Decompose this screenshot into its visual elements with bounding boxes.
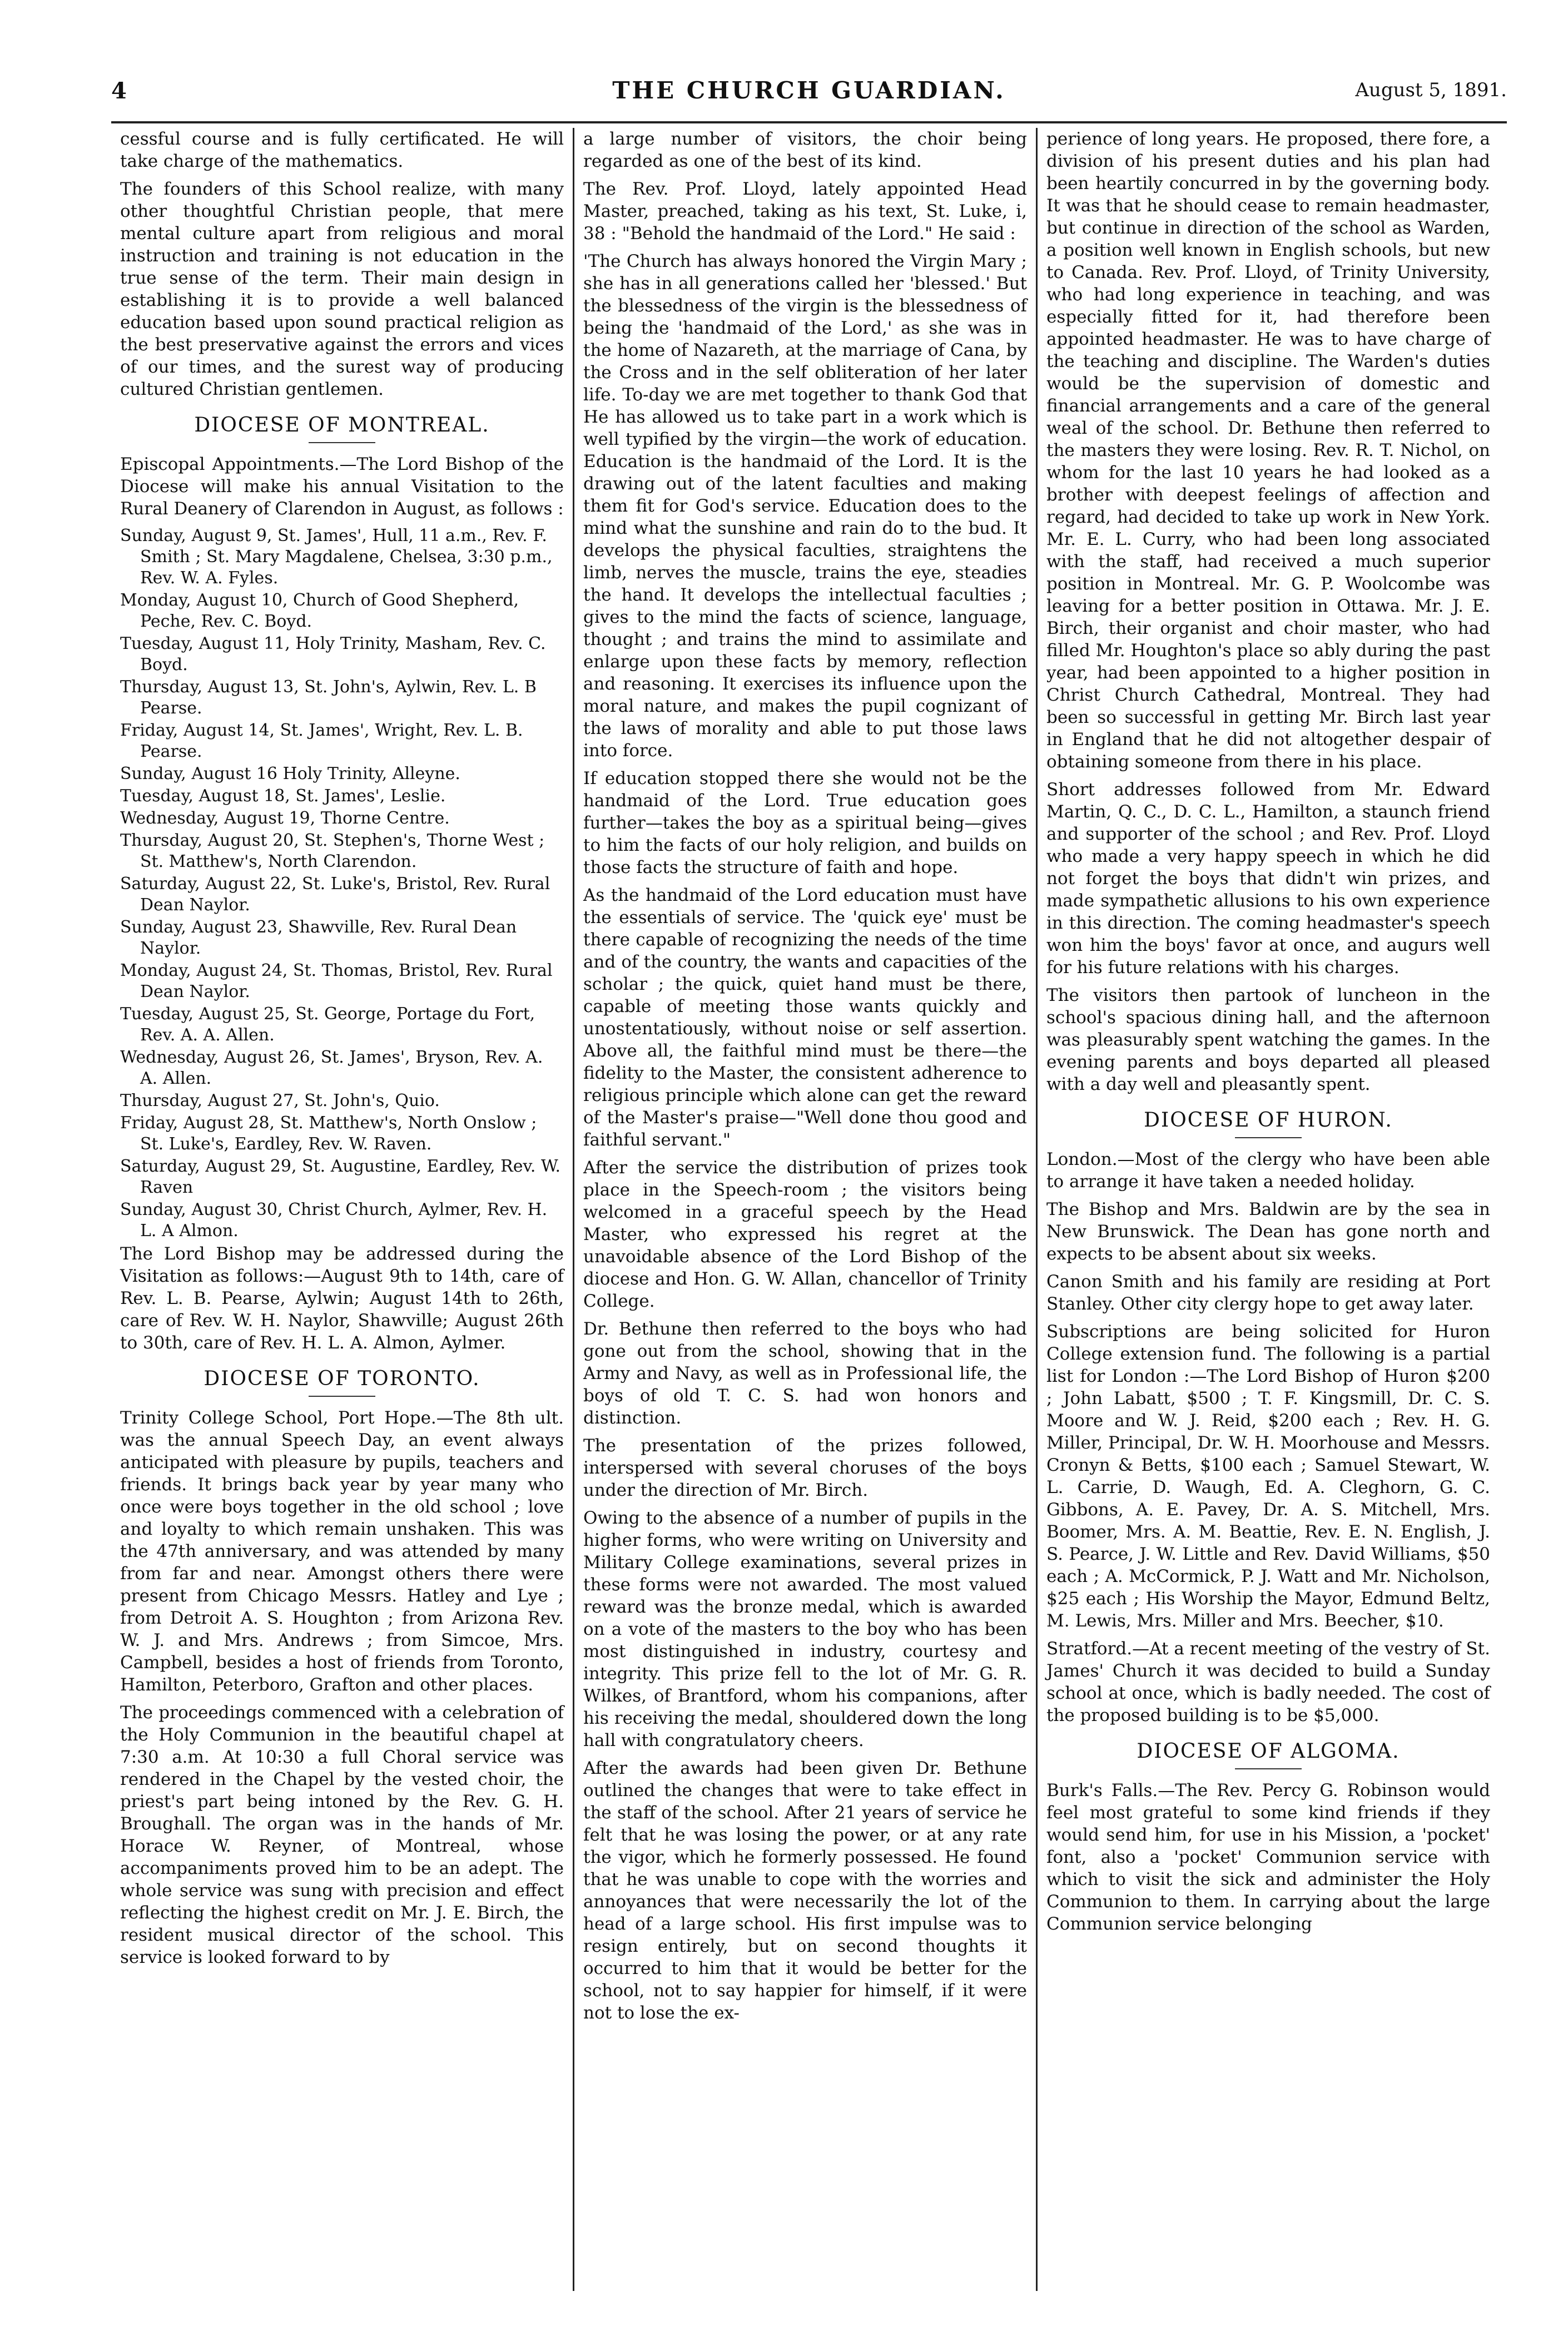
column-2 <box>574 128 1036 2291</box>
list-item: Thursday, August 27, St. John's, Quio. <box>120 1091 440 1110</box>
page-header <box>111 72 1507 111</box>
paragraph: London.—Most of the clergy who have been able to arrange it have taken a needed holiday. <box>1046 1149 1490 1192</box>
list-item: Wednesday, August 19, Thorne Centre. <box>120 809 450 828</box>
paragraph: perience of long years. He proposed, there fore, a division of his present duties and his plan had been heartily concurred in by the governing body. It was that he should cease to remain headmaster, but continue in direction of the school as Warden, a position well known in English schools, but new to Canada. Rev. Prof. Lloyd, of Trinity University, who had long experience in teaching, and was especially fitted for it, had therefore been appointed headmaster. He was to have charge of the teaching and discipline. The Warden's duties would be the supervision of domestic and financial arrangements and a care of the general weal of the school. Dr. Bethune then referred to the masters they were losing. Rev. R. T. Nichol, on whom for the last 10 years he had looked as a brother with deepest feelings of affection and regard, had decided to take up work in New York. Mr. E. L. Curry, who had been long associated with the staff, had received a much superior position in Montreal. Mr. G. P. Woolcombe was leaving for a better position in Ottawa. Mr. J. E. Birch, their organist and choir master, who had filled Mr. Houghton's place so ably during the past year, had been appointed to a higher position in Christ Church Cathedral, Montreal. They had been so successful in getting Mr. Birch last year in England that he did not altogether despair of obtaining someone from there in his place. <box>1046 129 1490 772</box>
list-item: Monday, August 24, St. Thomas, Bristol, Rev. Rural Dean Naylor. <box>120 961 553 1001</box>
paragraph: The proceedings commenced with a celebration of the Holy Communion in the beautiful chapel at 7:30 a.m. At 10:30 a full Choral service was rendered in the Chapel by the vested choir, the priest's part being intoned by the Rev. G. H. Broughall. The organ was in the hands of Mr. Horace W. Reyner, of Montreal, whose accompaniments proved him to be an adept. The whole service was sung with precision and effect reflecting the highest credit on Mr. J. E. Birch, the resident musical director of the school. This service is looked forward to by <box>120 1703 564 1967</box>
list-item: Sunday, August 23, Shawville, Rev. Rural Dean Naylor. <box>120 917 517 958</box>
paragraph: Burk's Falls.—The Rev. Percy G. Robinson would feel most grateful to some kind friends if they would send him, for use in his Mission, a 'pocket' font, also a 'pocket' Communion service with which to visit the sick and administer the Holy Communion to them. In carrying about the large Communion service belonging <box>1046 1781 1490 1934</box>
columns <box>111 128 1507 2291</box>
list-item: Thursday, August 13, St. John's, Aylwin, Rev. L. B Pearse. <box>120 677 537 718</box>
section-heading-toronto: DIOCESE OF TORONTO. <box>204 1367 480 1390</box>
list-item: Sunday, August 16 Holy Trinity, Alleyne. <box>120 764 460 783</box>
paragraph: Dr. Bethune then referred to the boys who had gone out from the school, showing that in the Army and Navy, as well as in Professional life, the boys of old T. C. S. had won honors and distinction. <box>583 1319 1027 1428</box>
section-heading-huron: DIOCESE OF HURON. <box>1144 1109 1393 1132</box>
list-item: Sunday, August 9, St. James', Hull, 11 a.m., Rev. F. Smith ; St. Mary Magdalene, Chelsea, 3:30 p.m., Rev. W. A. Fyles. <box>120 526 553 588</box>
header-rule <box>111 121 1507 123</box>
masthead: THE CHURCH GUARDIAN. <box>612 77 1006 104</box>
paragraph: Canon Smith and his family are residing at Port Stanley. Other city clergy hope to get away later. <box>1046 1272 1490 1314</box>
list-item: Sunday, August 30, Christ Church, Aylmer, Rev. H. L. A Almon. <box>120 1200 548 1241</box>
paragraph: After the awards had been given Dr. Bethune outlined the changes that were to take effect in the staff of the school. After 21 years of service he felt that he was losing the power, or at any rate the vigor, which he formerly possessed. He found that he was unable to cope with the worries and annoyances that were necessarily the lot of the head of a large school. His first impulse was to resign entirely, but on second thoughts it occurred to him that it would be better for the school, not to say happier for himself, if it were not to lose the ex- <box>583 1758 1027 2023</box>
list-item: Friday, August 28, St. Matthew's, North Onslow ; St. Luke's, Eardley, Rev. W. Raven. <box>120 1113 537 1154</box>
paragraph: The presentation of the prizes followed, interspersed with several choruses of the boys under the direction of Mr. Birch. <box>583 1436 1027 1500</box>
paragraph: The Rev. Prof. Lloyd, lately appointed Head Master, preached, taking as his text, St. Luke, i, 38 : "Behold the handmaid of the Lord." He said : <box>583 179 1027 244</box>
newspaper-page <box>111 72 1507 2291</box>
heading-rule <box>309 1396 375 1397</box>
paragraph: Episcopal Appointments.—The Lord Bishop of the Diocese will make his annual Visitation to the Rural Deanery of Clarendon in August, as follows : <box>120 454 564 519</box>
column-3 <box>1038 128 1499 2291</box>
paragraph: Short addresses followed from Mr. Edward Martin, Q. C., D. C. L., Hamilton, a staunch friend and supporter of the school ; and Rev. Prof. Lloyd who made a very happy speech in which he did not forget the boys that didn't win prizes, and made sympathetic allusions to his own experience in this direction. The coming headmaster's speech won him the boys' favor at once, and augurs well for his future relations with his charges. <box>1046 780 1490 978</box>
paragraph: cessful course and is fully certificated. He will take charge of the mathematics. <box>120 129 564 171</box>
list-item: Saturday, August 29, St. Augustine, Eardley, Rev. W. Raven <box>120 1157 561 1197</box>
issue-date: August 5, 1891. <box>1355 79 1507 101</box>
list-item: Saturday, August 22, St. Luke's, Bristol, Rev. Rural Dean Naylor. <box>120 874 550 915</box>
paragraph: 'The Church has always honored the Virgin Mary ; she has in all generations called her 'blessed.' But the blessedness of the virgin is the blessedness of being the 'handmaid of the Lord,' as she was in the home of Nazareth, at the marriage of Cana, by the Cross and in the self obliteration of her later life. To-day we are met together to thank God that He has allowed us to take part in a work which is well typified by the virgin—the work of education. Education is the handmaid of the Lord. It is the drawing out of the latent faculties and making them fit for God's service. Education does to the mind what the sunshine and rain do to the bud. It develops the physical faculties, straightens the limb, nerves the muscle, trains the eye, steadies the hand. It develops the intellectual faculties ; gives to the mind the facts of science, language, thought ; and trains the mind to assimilate and enlarge upon these facts by memory, reflection and reasoning. It exercises its influence upon the moral nature, and makes the pupil cognizant of the laws of morality and able to put those laws into force. <box>583 251 1027 761</box>
section-heading-algoma: DIOCESE OF ALGOMA. <box>1137 1740 1400 1763</box>
list-item: Tuesday, August 18, St. James', Leslie. <box>120 786 446 806</box>
heading-rule <box>309 442 375 443</box>
paragraph: The Bishop and Mrs. Baldwin are by the sea in New Brunswick. The Dean has gone north and expects to be absent about six weeks. <box>1046 1199 1490 1264</box>
paragraph: Stratford.—At a recent meeting of the vestry of St. James' Church it was decided to build a Sunday school at once, which is badly needed. The cost of the proposed building is to be $5,000. <box>1046 1639 1490 1725</box>
section-heading-montreal: DIOCESE OF MONTREAL. <box>194 414 490 437</box>
list-item: Thursday, August 20, St. Stephen's, Thorne West ; St. Matthew's, North Clarendon. <box>120 831 545 871</box>
paragraph: As the handmaid of the Lord education must have the essentials of service. The 'quick eye' must be there capable of recognizing the needs of the time and of the country, the wants and capacities of the scholar ; the quick, quiet hand must be there, capable of meeting those wants quickly and unostentatiously, without noise or self assertion. Above all, the faithful mind must be there—the fidelity to the Master, the consistent adherence to religious principle which alone can get the reward of the Master's praise—"Well done thou good and faithful servant." <box>583 885 1027 1150</box>
list-item: Tuesday, August 25, St. George, Portage du Fort, Rev. A. A. Allen. <box>120 1004 535 1045</box>
column-1 <box>111 128 573 2291</box>
paragraph: Subscriptions are being solicited for Huron College extension fund. The following is a partial list for London :—The Lord Bishop of Huron $200 ; John Labatt, $500 ; T. F. Kingsmill, Dr. C. S. Moore and W. J. Reid, $200 each ; Rev. H. G. Miller, Principal, Dr. W. H. Moorhouse and Messrs. Cronyn & Betts, $100 each ; Samuel Stewart, W. L. Carrie, D. Waugh, Ed. A. Cleghorn, G. C. Gibbons, A. E. Pavey, Dr. A. S. Mitchell, Mrs. Boomer, Mrs. A. M. Beattie, Rev. E. N. English, J. S. Pearce, J. W. Little and Rev. David Williams, $50 each ; A. McCormick, P. J. Watt and Mr. Nicholson, $25 each ; His Worship the Mayor, Edmund Beltz, M. Lewis, Mrs. Miller and Mrs. Beecher, $10. <box>1046 1322 1490 1631</box>
visitation-list <box>120 525 564 1242</box>
page-number: 4 <box>111 78 127 104</box>
list-item: Tuesday, August 11, Holy Trinity, Masham, Rev. C. Boyd. <box>120 634 546 674</box>
paragraph: The visitors then partook of luncheon in the school's spacious dining hall, and the afternoon was pleasurably spent watching the games. In the evening parents and boys departed all pleased with a day well and pleasantly spent. <box>1046 985 1490 1094</box>
paragraph: After the service the distribution of prizes took place in the Speech-room ; the visitors being welcomed in a graceful speech by the Head Master, who expressed his regret at the unavoidable absence of the Lord Bishop of the diocese and Hon. G. W. Allan, chancellor of Trinity College. <box>583 1158 1027 1311</box>
paragraph: The Lord Bishop may be addressed during the Visitation as follows:—August 9th to 14th, care of Rev. L. B. Pearse, Aylwin; August 14th to 26th, care of Rev. W. H. Naylor, Shawville; August 26th to 30th, care of Rev. H. L. A. Almon, Aylmer. <box>120 1244 564 1353</box>
paragraph: Owing to the absence of a number of pupils in the higher forms, who were writing on University and Military College examinations, several prizes in these forms were not awarded. The most valued reward was the bronze medal, which is awarded on a vote of the masters to the boy who has been most distinguished in industry, courtesy and integrity. This prize fell to the lot of Mr. G. R. Wilkes, of Brantford, whom his companions, after his receiving the medal, shouldered down the long hall with congratulatory cheers. <box>583 1508 1027 1750</box>
paragraph: Trinity College School, Port Hope.—The 8th ult. was the annual Speech Day, an event always anticipated with pleasure by pupils, teachers and friends. It brings back year by year many who once were boys together in the old school ; love and loyalty to which remain unshaken. This was the 47th anniversary, and was attended by many from far and near. Amongst others there were present from Chicago Messrs. Hatley and Lye ; from Detroit A. S. Houghton ; from Arizona Rev. W. J. and Mrs. Andrews ; from Simcoe, Mrs. Campbell, besides a host of friends from Toronto, Hamilton, Peterboro, Grafton and other places. <box>120 1408 564 1695</box>
heading-rule <box>1235 1768 1302 1769</box>
paragraph: If education stopped there she would not be the handmaid of the Lord. True education goes further—takes the boy as a spiritual being—gives to him the facts of our holy religion, and builds on those facts the structure of faith and hope. <box>583 768 1027 877</box>
paragraph: The founders of this School realize, with many other thoughtful Christian people, that mere mental culture apart from religious and moral instruction and training is not education in the true sense of the term. Their main design in establishing it is to provide a well balanced education based upon sound practical religion as the best preservative against the errors and vices of our times, and the surest way of producing cultured Christian gentlemen. <box>120 179 564 399</box>
list-item: Wednesday, August 26, St. James', Bryson, Rev. A. A. Allen. <box>120 1048 543 1088</box>
list-item: Monday, August 10, Church of Good Shepherd, Peche, Rev. C. Boyd. <box>120 591 519 631</box>
heading-rule <box>1235 1137 1302 1138</box>
list-item: Friday, August 14, St. James', Wright, Rev. L. B. Pearse. <box>120 721 523 761</box>
paragraph: a large number of visitors, the choir being regarded as one of the best of its kind. <box>583 129 1027 171</box>
